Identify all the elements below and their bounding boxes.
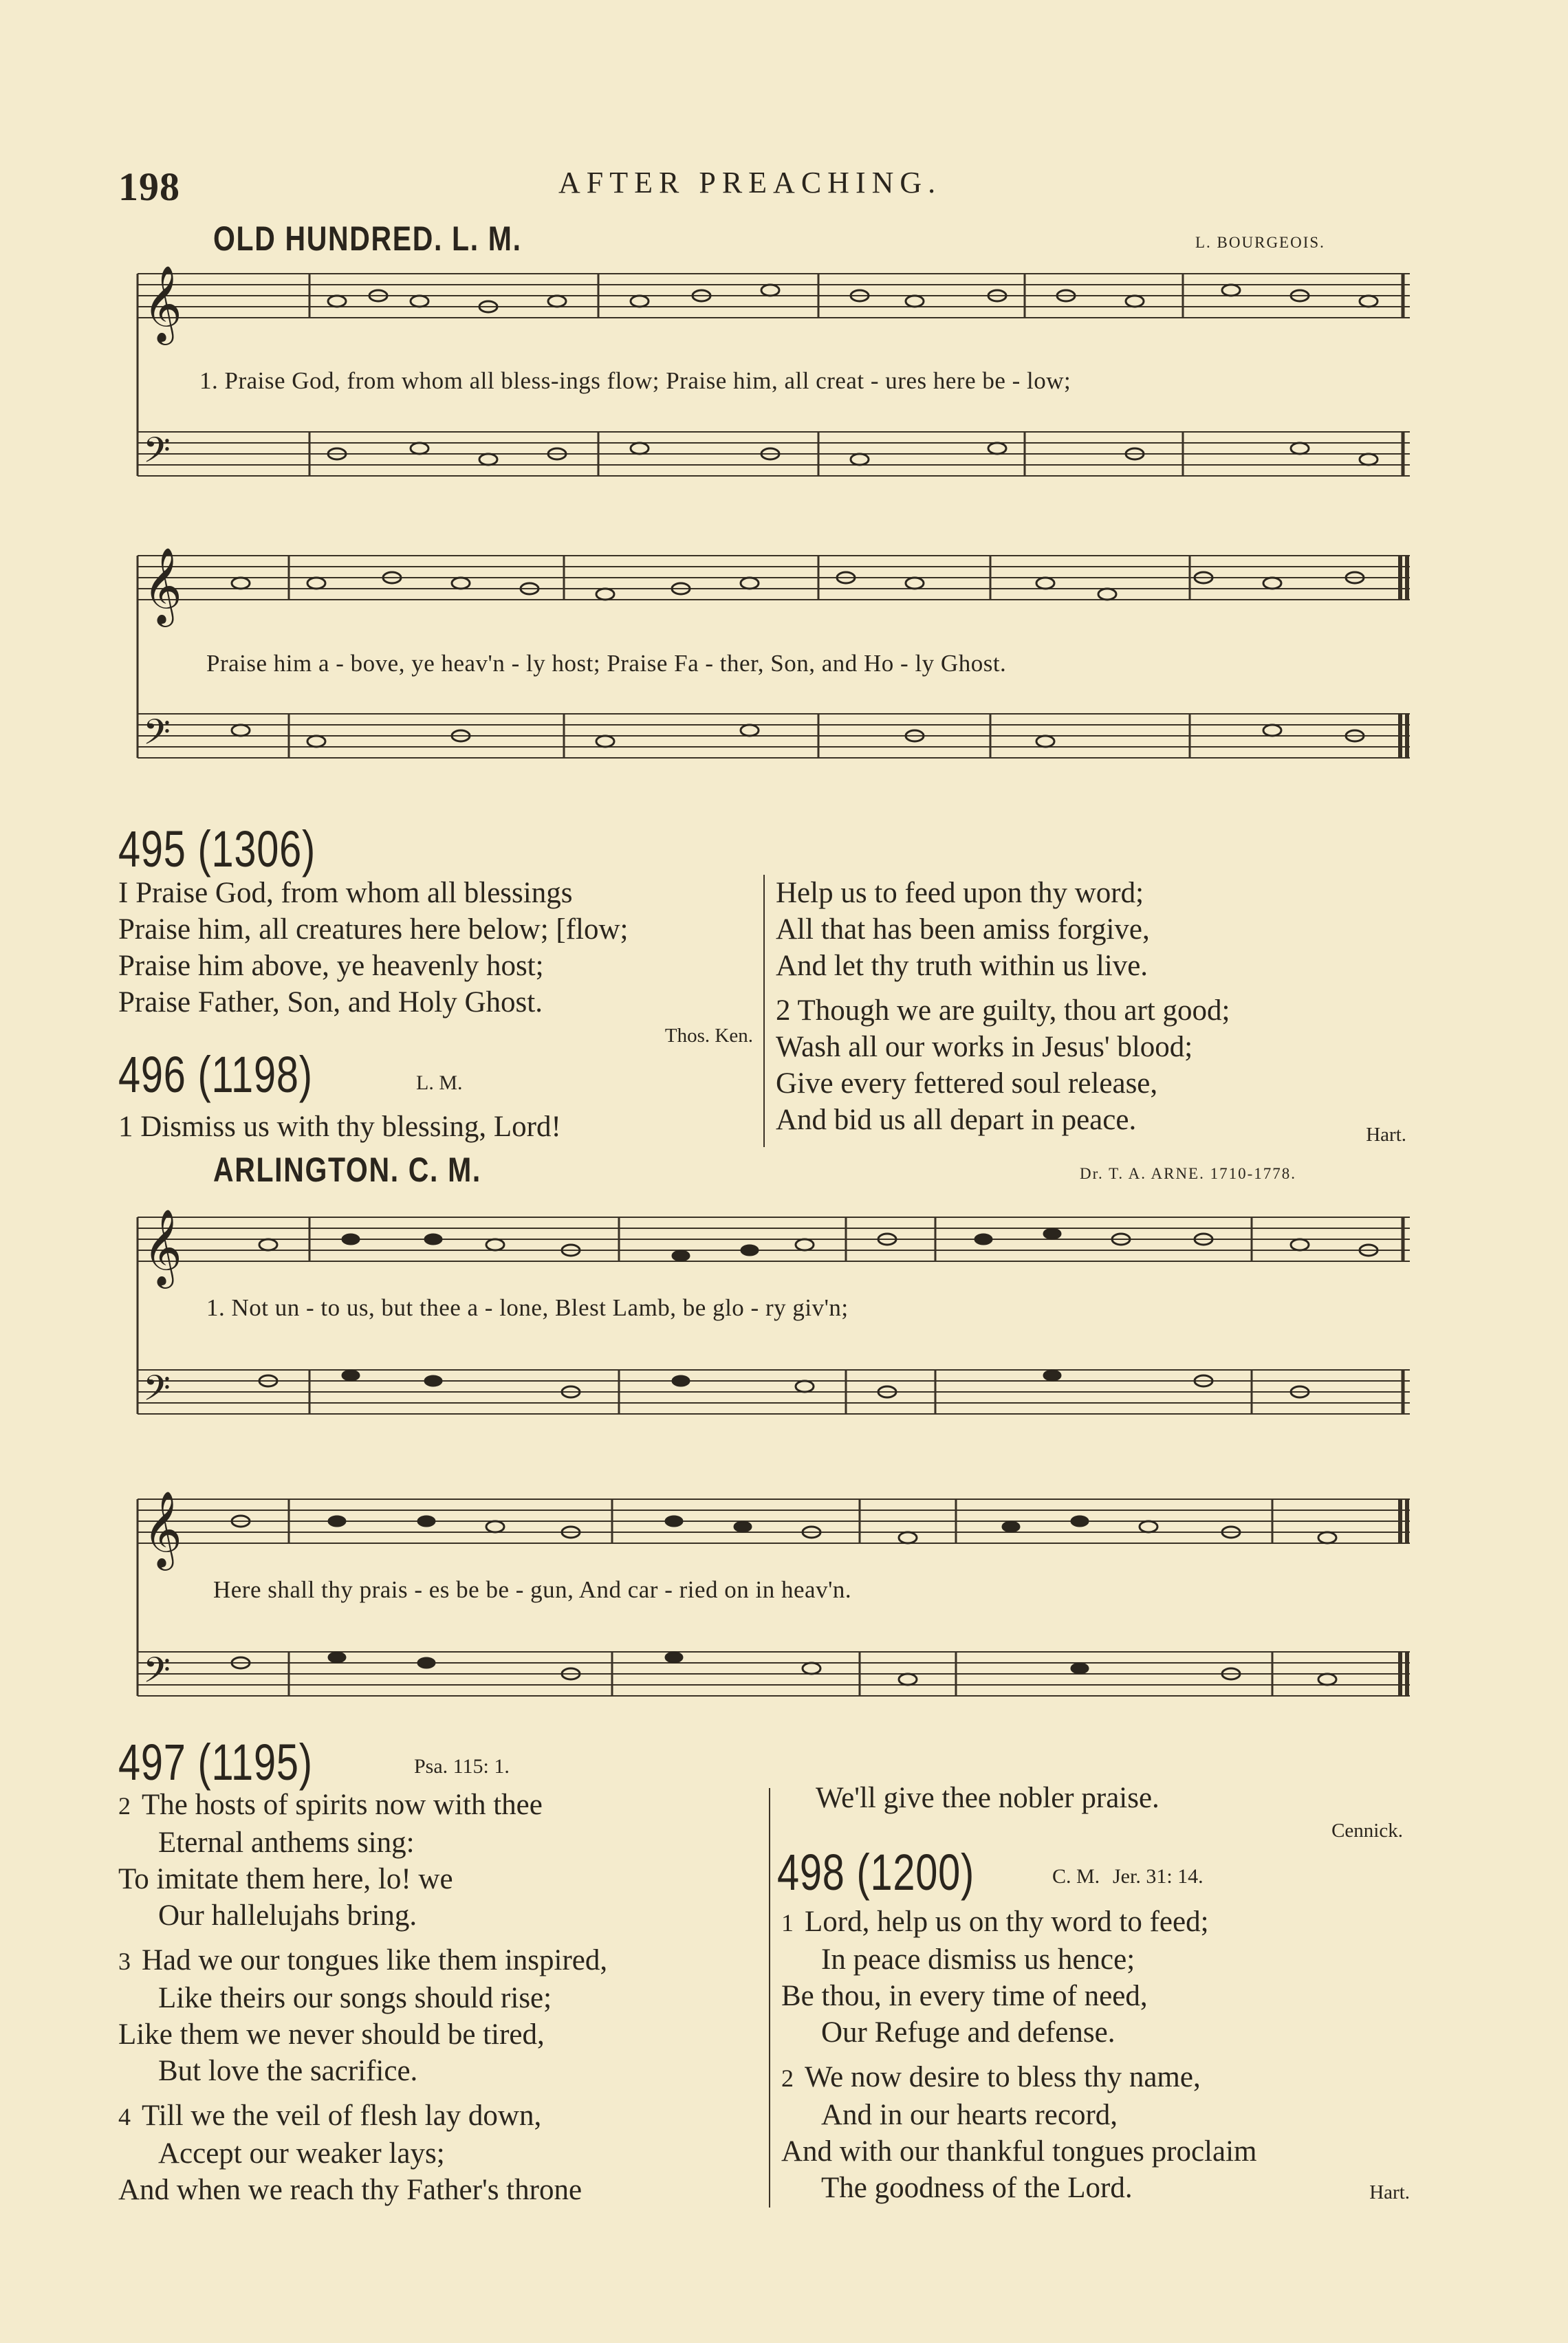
music-staves xyxy=(131,1472,1417,1761)
hymn-498-text xyxy=(781,1904,1256,2206)
music-staves xyxy=(131,1190,1417,1479)
hymn-495-line-2: Praise him, all creatures here below; [flow; xyxy=(118,913,629,946)
music-staves xyxy=(131,260,1417,549)
bass-clef-icon: 𝄢 xyxy=(143,429,171,479)
treble-clef-icon: 𝄞 xyxy=(143,265,182,342)
hymn-496-line-4: And let thy truth within us live. xyxy=(776,950,1148,982)
hymn-497-v2-line-4: Our hallelujahs bring. xyxy=(158,1899,417,1932)
hymn-498-v1-line-3: Be thou, in every time of need, xyxy=(781,1980,1148,2012)
hymn-497-author: Cennick. xyxy=(1331,1820,1403,1842)
lyrics-line-2: Praise him a - bove, ye heav'n - ly host; Praise Fa - ther, Son, and Ho - ly Ghost. xyxy=(206,650,1007,677)
hymn-496-v2-line-1: 2 Though we are guilty, thou art good; xyxy=(776,994,1230,1027)
hymn-497-v3-line-2: Like theirs our songs should rise; xyxy=(158,1982,552,2014)
music-system-1 xyxy=(131,260,1417,549)
verse-number: 2 xyxy=(781,2064,794,2092)
hymn-498-v1-line-2: In peace dismiss us hence; xyxy=(821,1943,1135,1976)
lyrics-line-4: Here shall thy prais - es be be - gun, And car - ried on in heav'n. xyxy=(213,1576,852,1603)
hymn-498-author: Hart. xyxy=(1369,2181,1410,2203)
hymn-496-meter: L. M. xyxy=(416,1071,463,1094)
column-divider-bottom xyxy=(769,1788,770,2208)
hymn-498-v1-line-4: Our Refuge and defense. xyxy=(821,2016,1115,2049)
hymn-497-v4-line-2: Accept our weaker lays; xyxy=(158,2137,445,2170)
hymn-497-v4-line-1: Till we the veil of flesh lay down, xyxy=(142,2100,542,2132)
lyrics-line-3: 1. Not un - to us, but thee a - lone, Blest Lamb, be glo - ry giv'n; xyxy=(206,1294,849,1321)
hymn-number-495: 495 (1306) xyxy=(118,820,316,878)
hymn-497-v2-line-3: To imitate them here, lo! we xyxy=(118,1863,453,1895)
verse-number: 3 xyxy=(118,1948,131,1975)
verse-number: 2 xyxy=(118,1792,131,1820)
hymn-496-right-column xyxy=(776,875,1230,1138)
tune-composer-arne: Dr. T. A. ARNE. 1710-1778. xyxy=(1080,1165,1297,1182)
hymn-497-text xyxy=(118,1787,607,2208)
hymn-number-496: 496 (1198) xyxy=(118,1046,313,1103)
bass-clef-icon: 𝄢 xyxy=(143,711,171,761)
bass-clef-icon: 𝄢 xyxy=(143,1649,171,1699)
verse-number: 1 xyxy=(781,1909,794,1937)
hymn-496-v2-line-4: And bid us all depart in peace. xyxy=(776,1104,1137,1136)
hymn-498-v2-line-1: We now desire to bless thy name, xyxy=(805,2061,1201,2093)
music-system-2 xyxy=(131,542,1417,831)
hymn-496-v2-line-2: Wash all our works in Jesus' blood; xyxy=(776,1031,1193,1063)
column-divider-top xyxy=(763,875,765,1147)
treble-clef-icon: 𝄞 xyxy=(143,1490,182,1567)
tune-title-arlington: ARLINGTON. C. M. xyxy=(213,1151,481,1189)
hymn-497-reference: Psa. 115: 1. xyxy=(414,1755,510,1778)
tune-title-old-hundred: OLD HUNDRED. L. M. xyxy=(213,219,522,258)
music-staves xyxy=(131,542,1417,831)
hymn-497-v3-line-3: Like them we never should be tired, xyxy=(118,2018,545,2051)
tune-composer-bourgeois: L. BOURGEOIS. xyxy=(1195,234,1325,251)
lyrics-line-1: 1. Praise God, from whom all bless-ings flow; Praise him, all creat - ures here be - low; xyxy=(199,367,1071,394)
hymn-497-v3-line-4: But love the sacrifice. xyxy=(158,2055,418,2087)
hymn-495-text xyxy=(118,875,628,1021)
hymn-495-line-1: I Praise God, from whom all blessings xyxy=(118,877,573,909)
hymn-495-line-3: Praise him above, ye heavenly host; xyxy=(118,950,544,982)
hymn-497-v4-line-3: And when we reach thy Father's throne xyxy=(118,2174,582,2206)
hymn-497-v2-line-1: The hosts of spirits now with thee xyxy=(142,1789,543,1821)
bass-clef-icon: 𝄢 xyxy=(143,1367,171,1417)
music-system-3 xyxy=(131,1190,1417,1479)
hymn-497-v2-line-2: Eternal anthems sing: xyxy=(158,1827,415,1859)
hymn-495-author: Thos. Ken. xyxy=(664,1025,753,1047)
hymn-496-v2-line-3: Give every fettered soul release, xyxy=(776,1067,1158,1100)
hymn-496-first-line: 1 Dismiss us with thy blessing, Lord! xyxy=(118,1111,561,1143)
hymn-497-v3-line-1: Had we our tongues like them inspired, xyxy=(142,1944,608,1976)
hymn-498-v1-line-1: Lord, help us on thy word to feed; xyxy=(805,1906,1209,1938)
treble-clef-icon: 𝄞 xyxy=(143,1208,182,1285)
hymn-498-v2-line-2: And in our hearts record, xyxy=(821,2099,1118,2131)
running-head: AFTER PREACHING. xyxy=(558,166,942,199)
page-number: 198 xyxy=(118,164,180,209)
hymn-496-line-3: All that has been amiss forgive, xyxy=(776,913,1150,946)
hymn-496-line-2: Help us to feed upon thy word; xyxy=(776,877,1144,909)
hymn-498-v2-line-4: The goodness of the Lord. xyxy=(821,2172,1133,2204)
hymn-497-continued-line: We'll give thee nobler praise. xyxy=(816,1782,1159,1814)
hymn-495-line-4: Praise Father, Son, and Holy Ghost. xyxy=(118,986,543,1018)
hymn-number-497: 497 (1195) xyxy=(118,1734,313,1791)
hymn-498-meter: C. M. xyxy=(1052,1865,1100,1888)
hymn-498-v2-line-3: And with our thankful tongues proclaim xyxy=(781,2135,1257,2168)
hymn-496-author: Hart. xyxy=(1366,1124,1406,1146)
music-system-4 xyxy=(131,1472,1417,1761)
hymn-number-498: 498 (1200) xyxy=(777,1844,974,1901)
treble-clef-icon: 𝄞 xyxy=(143,547,182,624)
verse-number: 4 xyxy=(118,2103,131,2131)
hymn-498-reference: Jer. 31: 14. xyxy=(1113,1865,1204,1888)
